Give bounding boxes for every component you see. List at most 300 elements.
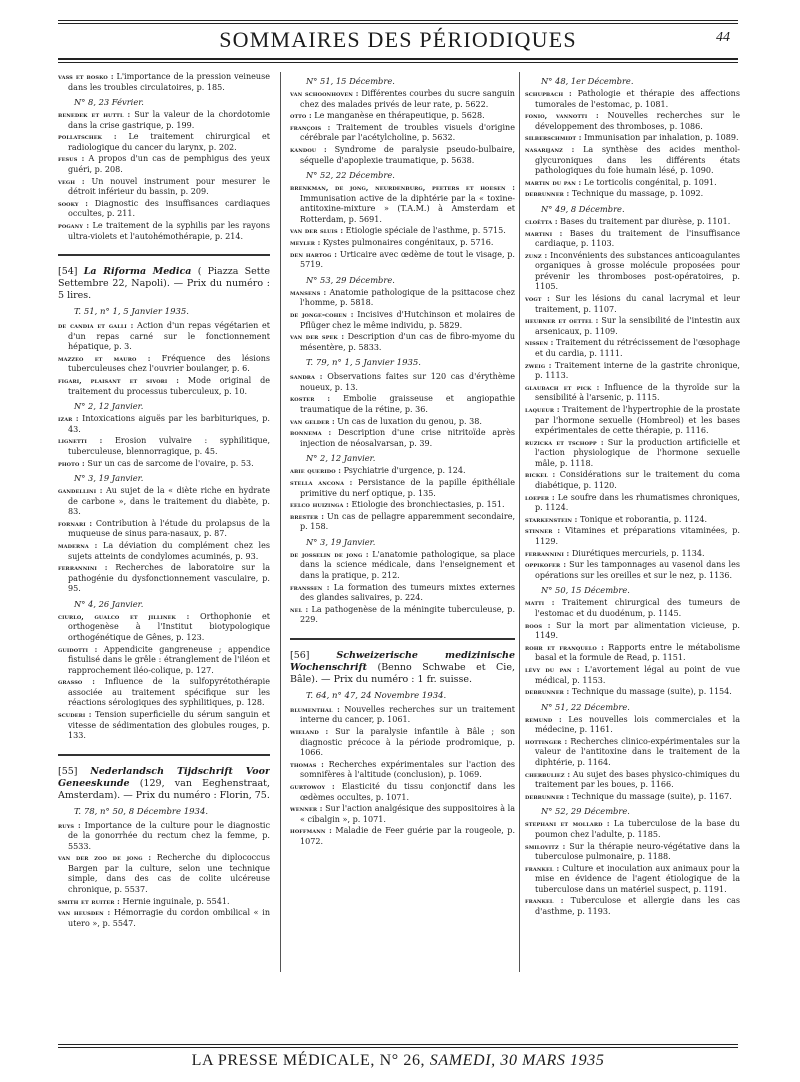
abstract-entry (290, 145, 515, 166)
abstract-entry (58, 376, 270, 397)
entry-authors: lévy du pan : (525, 664, 580, 674)
entry-title: La tuberculose de la base du poumon chez l'adulte, p. 1185. (535, 819, 740, 839)
entry-title: Bases du traitement de l'insuffisance cardiaque, p. 1103. (535, 228, 740, 249)
section-separator (58, 254, 270, 256)
section-separator (290, 638, 515, 640)
abstract-entry (525, 896, 740, 917)
abstract-entry (525, 178, 740, 189)
entry-authors: pogany : (58, 221, 90, 231)
entry-title: Influence de la sulfopyrétothérapie associée au traitement spécifique sur les réactions sérologiques des syphilitiques, p. 128. (68, 677, 270, 708)
entry-authors: figari, plaisant et sivori : (58, 376, 180, 386)
entry-authors: vegh : (58, 176, 85, 186)
entry-authors: bonnema : (290, 428, 332, 438)
entry-title: Influence de la thyroïde sur la sensibilité à l'arsenic, p. 1115. (535, 382, 740, 403)
entry-title: Nouvelles recherches sur le développement des thromboses, p. 1086. (535, 111, 740, 131)
abstract-entry (58, 541, 270, 562)
entry-title: Sur les tamponnages au vasenol dans les opérations sur les oreilles et sur le nez, p. 1136. (535, 560, 740, 580)
entry-authors: mansens : (290, 287, 327, 297)
abstract-entry (58, 563, 270, 595)
abstract-entry (58, 908, 270, 929)
abstract-entry (525, 493, 740, 514)
abstract-entry (58, 677, 270, 709)
abstract-entry (290, 826, 515, 847)
page-number: 44 (716, 30, 730, 45)
entry-authors: van gelder : (290, 416, 335, 426)
entry-authors: fornari : (58, 518, 93, 528)
entry-authors: ferrannini : (58, 563, 108, 573)
entry-title: La formation des tumeurs mixtes externes des glandes salivaires, p. 224. (300, 582, 515, 603)
entry-authors: hoffmann : (290, 826, 332, 836)
entry-title: Description d'une crise nitritoïde après injection de néosalvarsan, p. 39. (300, 428, 515, 448)
abstract-entry (525, 715, 740, 736)
abstract-entry (290, 183, 515, 225)
abstract-entry (290, 288, 515, 309)
entry-title: Appendicite gangreneuse ; appendice fistulisé dans le grêle : étranglement de l'iléon et rapprochement iléo-colique, p. 127. (68, 644, 270, 675)
journal-heading (290, 650, 515, 686)
entry-authors: laqueur : (525, 404, 560, 414)
abstract-entry (290, 250, 515, 271)
entry-authors: stinner : (525, 526, 561, 536)
abstract-entry (525, 687, 740, 698)
issue-number: N° 51, 15 Décembre. (306, 76, 395, 86)
entry-title: Mode original de traitement du processus tuberculeux, p. 10. (68, 376, 270, 396)
entry-title: Le soufre dans les rhumatismes chroniques, p. 1124. (535, 492, 740, 513)
abstract-entry (58, 645, 270, 677)
entry-authors: grasso : (58, 677, 95, 687)
entry-title: Elasticité du tissu conjonctif dans les œdèmes occultes, p. 1071. (300, 782, 515, 802)
abstract-entry (290, 310, 515, 331)
entry-authors: heubner et oettel : (525, 316, 599, 326)
entry-title: Sur un cas de sarcome de l'ovaire, p. 53. (87, 458, 254, 468)
abstract-entry (290, 605, 515, 626)
entry-title: Un cas de pellagre apparemment secondaire, p. 158. (300, 511, 515, 532)
entry-title: La synthèse des acides menthol-glycuroniques dans les différents états pathologiques du foie humain lésé, p. 1090. (535, 145, 740, 176)
abstract-entry (290, 89, 515, 110)
column-left (58, 72, 270, 1048)
entry-authors: gandellini : (58, 486, 103, 496)
entry-title: Immunisation active de la diphtérie par la « toxine-antitoxine-mixture » (T.A.M.) à Amsterdam et Rotterdam, p. 5691. (300, 193, 515, 224)
entry-authors: de jonge-cohen : (290, 309, 354, 319)
entry-authors: wieland : (290, 727, 329, 737)
abstract-entry (525, 792, 740, 803)
issue-number: N° 2, 12 Janvier. (74, 401, 144, 412)
entry-title: Sur la sensibilité de l'intestin aux arsenicaux, p. 1109. (535, 316, 740, 336)
entry-authors: van heusden : (58, 908, 111, 918)
entry-title: Hémorragie du cordon ombilical « in utero », p. 5547. (68, 908, 270, 928)
abstract-entry (525, 842, 740, 863)
entry-authors: fonio, vannotti : (525, 111, 599, 121)
entry-title: Au sujet de la « diète riche en hydrate de carbone », dans le traitement du diabète, p. 83. (68, 486, 270, 517)
entry-title: Observations faites sur 120 cas d'érythème noueux, p. 13. (300, 372, 515, 392)
entry-title: Action d'un repas végétarien et d'un repas carné sur le fonctionnement hépatique, p. 3. (68, 321, 270, 352)
entry-title: Un nouvel instrument pour mesurer le détroit inférieur du bassin, p. 209. (68, 176, 270, 197)
abstract-entry (525, 526, 740, 547)
abstract-entry (58, 72, 270, 93)
entry-authors: koster : (290, 394, 331, 404)
entry-title: Rapports entre le métabolisme basal et la formule de Read, p. 1151. (535, 642, 740, 663)
header-rule-bottom (58, 58, 738, 60)
entry-authors: scuderi : (58, 710, 92, 720)
entry-authors: ruzicka et tschopp : (525, 437, 604, 447)
entry-authors: debrunner : (525, 791, 570, 801)
entry-authors: de candia et galli : (58, 321, 134, 331)
abstract-entry (525, 111, 740, 132)
entry-authors: cloëtta : (525, 216, 558, 226)
abstract-entry (58, 897, 270, 908)
entry-title: La pathogenèse de la méningite tuberculeuse, p. 229. (300, 604, 515, 625)
entry-title: Anatomie pathologique de la psittacose chez l'homme, p. 5818. (300, 287, 515, 308)
entry-title: Tension superficielle du sérum sanguin et vitesse de sédimentation des globules rouges, p. 133. (68, 710, 270, 741)
entry-authors: vass et bosko : (58, 72, 114, 81)
abstract-entry (290, 500, 515, 511)
entry-title: Bases du traitement par diurèse, p. 1101. (560, 216, 731, 226)
entry-authors: martin du pan : (525, 177, 582, 187)
entry-authors: guidotti : (58, 644, 98, 654)
entry-title: Contribution à l'étude du prolapsus de la muqueuse de sinus para-nasaux, p. 87. (68, 518, 270, 539)
abstract-entry (525, 470, 740, 491)
abstract-entry (525, 405, 740, 437)
header-rule-top (58, 20, 738, 21)
entry-title: Recherches expérimentales sur l'action des somnifères à l'altitude (conclusion), p. 1069. (300, 759, 515, 780)
abstract-entry (525, 294, 740, 315)
journal-title: Schweizerische medizinische Wochenschrift (290, 649, 515, 673)
abstract-entry (525, 864, 740, 896)
entry-authors: thomas : (290, 759, 324, 769)
entry-title: Importance de la culture pour le diagnostic de la gonorrhée du rectum chez la femme, p. 5533. (68, 820, 270, 851)
journal-info: (Benno Schwabe et Cie, Bâle). — Prix du numéro : 1 fr. suisse. (290, 661, 515, 685)
entry-title: Le traitement chirurgical et radiologique du cancer du larynx, p. 202. (68, 132, 270, 152)
entry-title: Traitement chirurgical des tumeurs de l'estomac et du duodénum, p. 1145. (535, 598, 740, 618)
entry-authors: nasarijanz : (525, 145, 575, 155)
entry-title: Fréquence des lésions tuberculeuses chez l'ouvrier boulanger, p. 6. (68, 353, 270, 374)
entry-authors: maderna : (58, 540, 98, 550)
abstract-entry (58, 321, 270, 353)
abstract-entry (290, 760, 515, 781)
abstract-entry (525, 383, 740, 404)
volume-issue: T. 78, n° 50, 8 Décembre 1934. (74, 806, 209, 817)
entry-title: Technique du massage (suite), p. 1167. (571, 791, 732, 801)
abstract-entry (58, 414, 270, 435)
entry-authors: mazzeo et mauro : (58, 353, 151, 363)
entry-title: Sur la valeur de la chordotomie dans la crise gastrique, p. 199. (68, 110, 270, 130)
entry-title: La déviation du complément chez les sujets atteints de condylomes acuminés, p. 93. (68, 540, 270, 561)
abstract-entry (290, 550, 515, 582)
abstract-entry (58, 110, 270, 131)
entry-authors: gurtowoy : (290, 782, 335, 792)
footer (58, 1052, 738, 1070)
entry-authors: hottinger : (525, 736, 568, 746)
abstract-entry (58, 354, 270, 375)
entry-authors: van schoonhoven : (290, 89, 359, 98)
issue-number: N° 4, 26 Janvier. (74, 598, 144, 609)
abstract-entry (58, 853, 270, 895)
volume-issue: T. 64, n° 47, 24 Novembre 1934. (306, 690, 447, 701)
entry-title: Le torticolis congénital, p. 1091. (583, 177, 717, 187)
issue-number: N° 52, 22 Décembre. (306, 170, 395, 181)
column-divider (280, 72, 281, 972)
entry-authors: stella ancona : (290, 477, 353, 487)
entry-authors: otto : (290, 111, 312, 121)
issue-number: N° 48, 1er Décembre. (541, 76, 634, 86)
entry-title: Etiologie spéciale de l'asthme, p. 5715. (345, 226, 506, 236)
entry-title: Pathologie et thérapie des affections tumorales de l'estomac, p. 1081. (535, 89, 740, 109)
footer-rule (58, 1044, 738, 1045)
abstract-entry (525, 643, 740, 664)
abstract-entry (58, 486, 270, 518)
entry-authors: oppikofer : (525, 560, 567, 570)
entry-title: A propos d'un cas de pemphigus des yeux guéri, p. 208. (68, 154, 270, 175)
entry-authors: debrunner : (525, 687, 570, 697)
entry-title: Maladie de Feer guérie par la rougeole, p. 1072. (300, 826, 515, 846)
journal-info: ( Piazza Sette Settembre 22, Napoli). — Prix du numéro : 5 lires. (58, 266, 270, 302)
entry-title: Embolie graisseuse et angiopathie traumatique de la rétine, p. 36. (300, 394, 515, 414)
abstract-entry (290, 238, 515, 249)
entry-title: Différentes courbes du sucre sanguin chez des malades privés de leur rate, p. 5622. (300, 89, 515, 109)
entry-title: Tonique et roborantia, p. 1124. (580, 514, 708, 524)
issue-number: N° 53, 29 Décembre. (306, 274, 395, 285)
abstract-entry (290, 394, 515, 415)
abstract-entry (58, 821, 270, 853)
entry-title: Traitement du rétrécissement de l'œsophage et du cardia, p. 1111. (535, 338, 740, 358)
issue-number: N° 3, 19 Janvier. (306, 536, 376, 547)
entry-authors: abie querido : (290, 466, 342, 476)
entry-title: Recherches clinico-expérimentales sur la valeur de l'antitoxine dans le traitement de la diphtérie, p. 1164. (535, 736, 740, 767)
entry-title: Traitement de troubles visuels d'origine cérébrale par l'acétylcholine, p. 5632. (300, 122, 515, 143)
entry-title: L'anatomie pathologique, sa place dans la science médicale, dans l'enseignement et dans la pratique, p. 212. (300, 549, 515, 580)
abstract-entry (525, 229, 740, 250)
issue-number: N° 52, 29 Décembre. (541, 806, 630, 817)
footer-journal: LA PRESSE MÉDICALE, (191, 1052, 375, 1069)
abstract-entry (290, 583, 515, 604)
entry-authors: smith et ruiter : (58, 896, 120, 906)
entry-authors: ferrannini : (525, 548, 570, 558)
issue-number: N° 3, 19 Janvier. (74, 473, 144, 484)
abstract-entry (58, 612, 270, 644)
entry-authors: starkenstein : (525, 514, 578, 524)
entry-authors: nissen : (525, 338, 554, 348)
entry-title: Diurétiques mercuriels, p. 1134. (571, 548, 705, 558)
entry-title: Le manganèse en thérapeutique, p. 5628. (314, 111, 485, 121)
entry-authors: glaubach et pick : (525, 382, 600, 392)
entry-authors: rohr et franquelo : (525, 642, 604, 652)
abstract-entry (58, 132, 270, 153)
entry-authors: bickel : (525, 470, 556, 480)
entry-title: Syndrome de paralysie pseudo-bulbaire, séquelle d'apoplexie traumatique, p. 5638. (300, 145, 515, 165)
entry-title: Sur la thérapie neuro-végétative dans la tuberculose pulmonaire, p. 1188. (535, 841, 740, 862)
entry-authors: schupbach : (525, 89, 572, 98)
entry-authors: zunz : (525, 250, 548, 260)
entry-title: Orthophonie et orthogenèse à l'Institut biotypologique orthogénétique de Gênes, p. 123. (68, 611, 270, 642)
abstract-entry (525, 133, 740, 144)
journal-heading (58, 766, 270, 802)
entry-authors: pollatschek : (58, 132, 117, 142)
abstract-entry (525, 515, 740, 526)
entry-title: Technique du massage, p. 1092. (571, 189, 704, 199)
abstract-entry (290, 512, 515, 533)
footer-issue: N° 26, (379, 1052, 426, 1069)
entry-title: Sur la mort par alimentation vicieuse, p. 1149. (535, 620, 740, 641)
entry-authors: smilovitz : (525, 841, 566, 851)
abstract-entry (525, 665, 740, 686)
abstract-entry (58, 710, 270, 742)
abstract-entry (58, 221, 270, 242)
journal-number: [56] (290, 649, 310, 661)
entry-authors: matti : (525, 598, 555, 608)
entry-authors: blumenthal : (290, 704, 340, 714)
abstract-entry (290, 417, 515, 428)
entry-authors: benedek et huttl : (58, 110, 131, 120)
header-rule-bottom-2 (58, 62, 738, 63)
entry-title: Au sujet des bases physico-chimiques du traitement par les boues, p. 1166. (535, 769, 740, 790)
abstract-entry (525, 217, 740, 228)
entry-authors: stephani et mollard : (525, 819, 610, 829)
entry-authors: zweig : (525, 360, 552, 370)
column-divider (519, 72, 520, 972)
entry-authors: nel : (290, 604, 309, 614)
abstract-entry (525, 251, 740, 293)
column-middle (290, 72, 515, 1048)
issue-number: N° 2, 12 Janvier. (306, 453, 376, 464)
entry-title: Description d'un cas de fibro-myome du mésentère, p. 5833. (300, 332, 515, 352)
entry-title: Hernie inguinale, p. 5541. (122, 896, 230, 906)
issue-number: N° 51, 22 Décembre. (541, 701, 630, 712)
entry-title: Nouvelles recherches sur un traitement interne du cancer, p. 1061. (300, 704, 515, 725)
entry-title: Sur la paralysie infantile à Bâle ; son diagnostic précoce à la période prodromique, p. 1066. (300, 727, 515, 758)
abstract-entry (58, 519, 270, 540)
entry-title: Tuberculose et allergie dans les cas d'asthme, p. 1193. (535, 896, 740, 916)
abstract-entry (290, 478, 515, 499)
abstract-entry (525, 549, 740, 560)
entry-authors: van der zoo de jong : (58, 853, 152, 863)
abstract-entry (525, 770, 740, 791)
entry-authors: meyler : (290, 238, 321, 248)
entry-authors: debrunner : (525, 189, 570, 199)
entry-authors: izar : (58, 414, 79, 424)
entry-title: Les nouvelles lois commerciales et la médecine, p. 1161. (535, 714, 740, 735)
journal-number: [54] (58, 266, 78, 278)
entry-authors: brester : (290, 511, 324, 521)
header-rule-top-2 (58, 23, 738, 24)
footer-date: SAMEDI, 30 MARS 1935 (429, 1052, 605, 1069)
entry-authors: silberschmidt : (525, 133, 582, 143)
entry-authors: van der spek : (290, 332, 345, 342)
entry-title: Kystes pulmonaires congénitaux, p. 5716. (322, 238, 494, 248)
journal-title: La Riforma Medica (83, 266, 192, 278)
entry-authors: den hartog : (290, 249, 338, 259)
entry-title: Vitamines et préparations vitaminées, p. 1129. (535, 526, 740, 547)
entry-title: Traitement interne de la gastrite chronique, p. 1113. (535, 360, 740, 381)
entry-title: Un cas de luxation du genou, p. 38. (337, 416, 482, 426)
entry-title: Sur l'action analgésique des suppositoires à la « cibalgin », p. 1071. (300, 804, 515, 824)
column-right (525, 72, 740, 1048)
entry-authors: van der sluis : (290, 226, 344, 236)
abstract-entry (290, 372, 515, 393)
abstract-entry (290, 111, 515, 122)
entry-authors: fesus : (58, 154, 85, 164)
entry-authors: frankel : (525, 863, 560, 873)
entry-title: Considérations sur le traitement du coma diabétique, p. 1120. (535, 470, 740, 490)
entry-title: Traitement de l'hypertrophie de la prostate par l'hormone sexuelle (Hombreol) et les bases expérimentales de cette thérapie, p. 1116. (535, 404, 740, 436)
entry-authors: wenner : (290, 804, 323, 814)
entry-authors: vogt : (525, 294, 550, 304)
entry-title: Sur la production artificielle et l'action physiologique de l'hormone sexuelle mâle, p. 1118. (535, 437, 740, 468)
entry-title: Psychiatrie d'urgence, p. 124. (343, 466, 466, 476)
entry-authors: brenkman, de jong, neurdenburg, peeters et hoesen : (290, 183, 515, 193)
entry-authors: sooky : (58, 198, 89, 208)
volume-issue: T. 79, n° 1, 5 Janvier 1935. (306, 358, 421, 369)
entry-authors: eelco huizinga : (290, 500, 349, 510)
entry-title: Persistance de la papille épithéliale primitive du nerf optique, p. 135. (300, 477, 515, 498)
entry-authors: ciurlo, gualco et jillinek : (58, 611, 190, 621)
abstract-entry (58, 154, 270, 175)
entry-title: Etiologie des bronchiectasies, p. 151. (351, 500, 505, 510)
abstract-entry (525, 189, 740, 200)
entry-authors: lignetti : (58, 436, 103, 446)
entry-authors: kandou : (290, 145, 327, 155)
abstract-entry (58, 459, 270, 470)
entry-title: Recherche du diplococcus Bargen par la culture, selon une technique simple, dans des cas de colite ulcéreuse chronique, p. 5537. (68, 853, 270, 895)
abstract-entry (290, 727, 515, 759)
entry-authors: sandra : (290, 372, 323, 382)
entry-authors: frankel : (525, 896, 564, 906)
abstract-entry (58, 199, 270, 220)
journal-heading (58, 266, 270, 302)
abstract-entry (525, 338, 740, 359)
entry-title: Recherches de laboratoire sur la pathogénie du dysfonctionnement vasculaire, p. 95. (68, 563, 270, 594)
entry-authors: françois : (290, 122, 331, 132)
abstract-entry (290, 705, 515, 726)
abstract-entry (525, 316, 740, 337)
journal-info: (129, van Eeghenstraat, Amsterdam). — Prix du numéro : Florin, 75. (58, 777, 270, 801)
entry-title: Diagnostic des insuffisances cardiaques occultes, p. 211. (68, 198, 270, 219)
abstract-entry (290, 332, 515, 353)
abstract-entry (525, 89, 740, 110)
entry-title: Inconvénients des substances anticoagulantes organiques à grosse molécule proposées pour prévenir les thromboses post-opératoires, p. 1105. (535, 250, 740, 292)
entry-title: Sur les lésions du canal lacrymal et leur traitement, p. 1107. (535, 294, 740, 314)
entry-title: L'avortement légal au point de vue médical, p. 1153. (535, 664, 740, 685)
volume-issue: T. 51, n° 1, 5 Janvier 1935. (74, 307, 189, 318)
entry-authors: loeper : (525, 492, 555, 502)
entry-title: Erosion vulvaire : syphilitique, tuberculeuse, blennorragique, p. 45. (68, 436, 270, 456)
entry-title: Immunisation par inhalation, p. 1089. (584, 133, 739, 143)
issue-number: N° 50, 15 Décembre. (541, 585, 630, 596)
journal-title: Nederlandsch Tijdschrift Voor Geneeskunde (58, 765, 270, 789)
entry-title: Culture et inoculation aux animaux pour la mise en évidence de l'agent étiologique de la tuberculose dans un matériel suspect, p. 1191. (535, 863, 740, 894)
issue-number: N° 8, 23 Février. (74, 97, 144, 108)
abstract-entry (290, 804, 515, 825)
page-title: SOMMAIRES DES PÉRIODIQUES (219, 27, 577, 52)
abstract-entry (525, 560, 740, 581)
abstract-entry (290, 782, 515, 803)
abstract-entry (525, 819, 740, 840)
abstract-entry (525, 598, 740, 619)
entry-title: Urticaire avec œdème de tout le visage, p. 5719. (300, 249, 515, 270)
entry-authors: ruys : (58, 820, 81, 830)
journal-number: [55] (58, 765, 78, 777)
entry-authors: cherbuliez : (525, 769, 571, 779)
entry-authors: de josselin de jong : (290, 549, 369, 559)
abstract-entry (58, 436, 270, 457)
entry-authors: remund : (525, 714, 562, 724)
abstract-entry (58, 177, 270, 198)
entry-authors: franssen : (290, 582, 330, 592)
abstract-entry (290, 466, 515, 477)
entry-authors: martini : (525, 228, 563, 238)
abstract-entry (525, 361, 740, 382)
section-separator (58, 754, 270, 756)
entry-title: Technique du massage (suite), p. 1154. (571, 687, 732, 697)
abstract-entry (525, 438, 740, 470)
